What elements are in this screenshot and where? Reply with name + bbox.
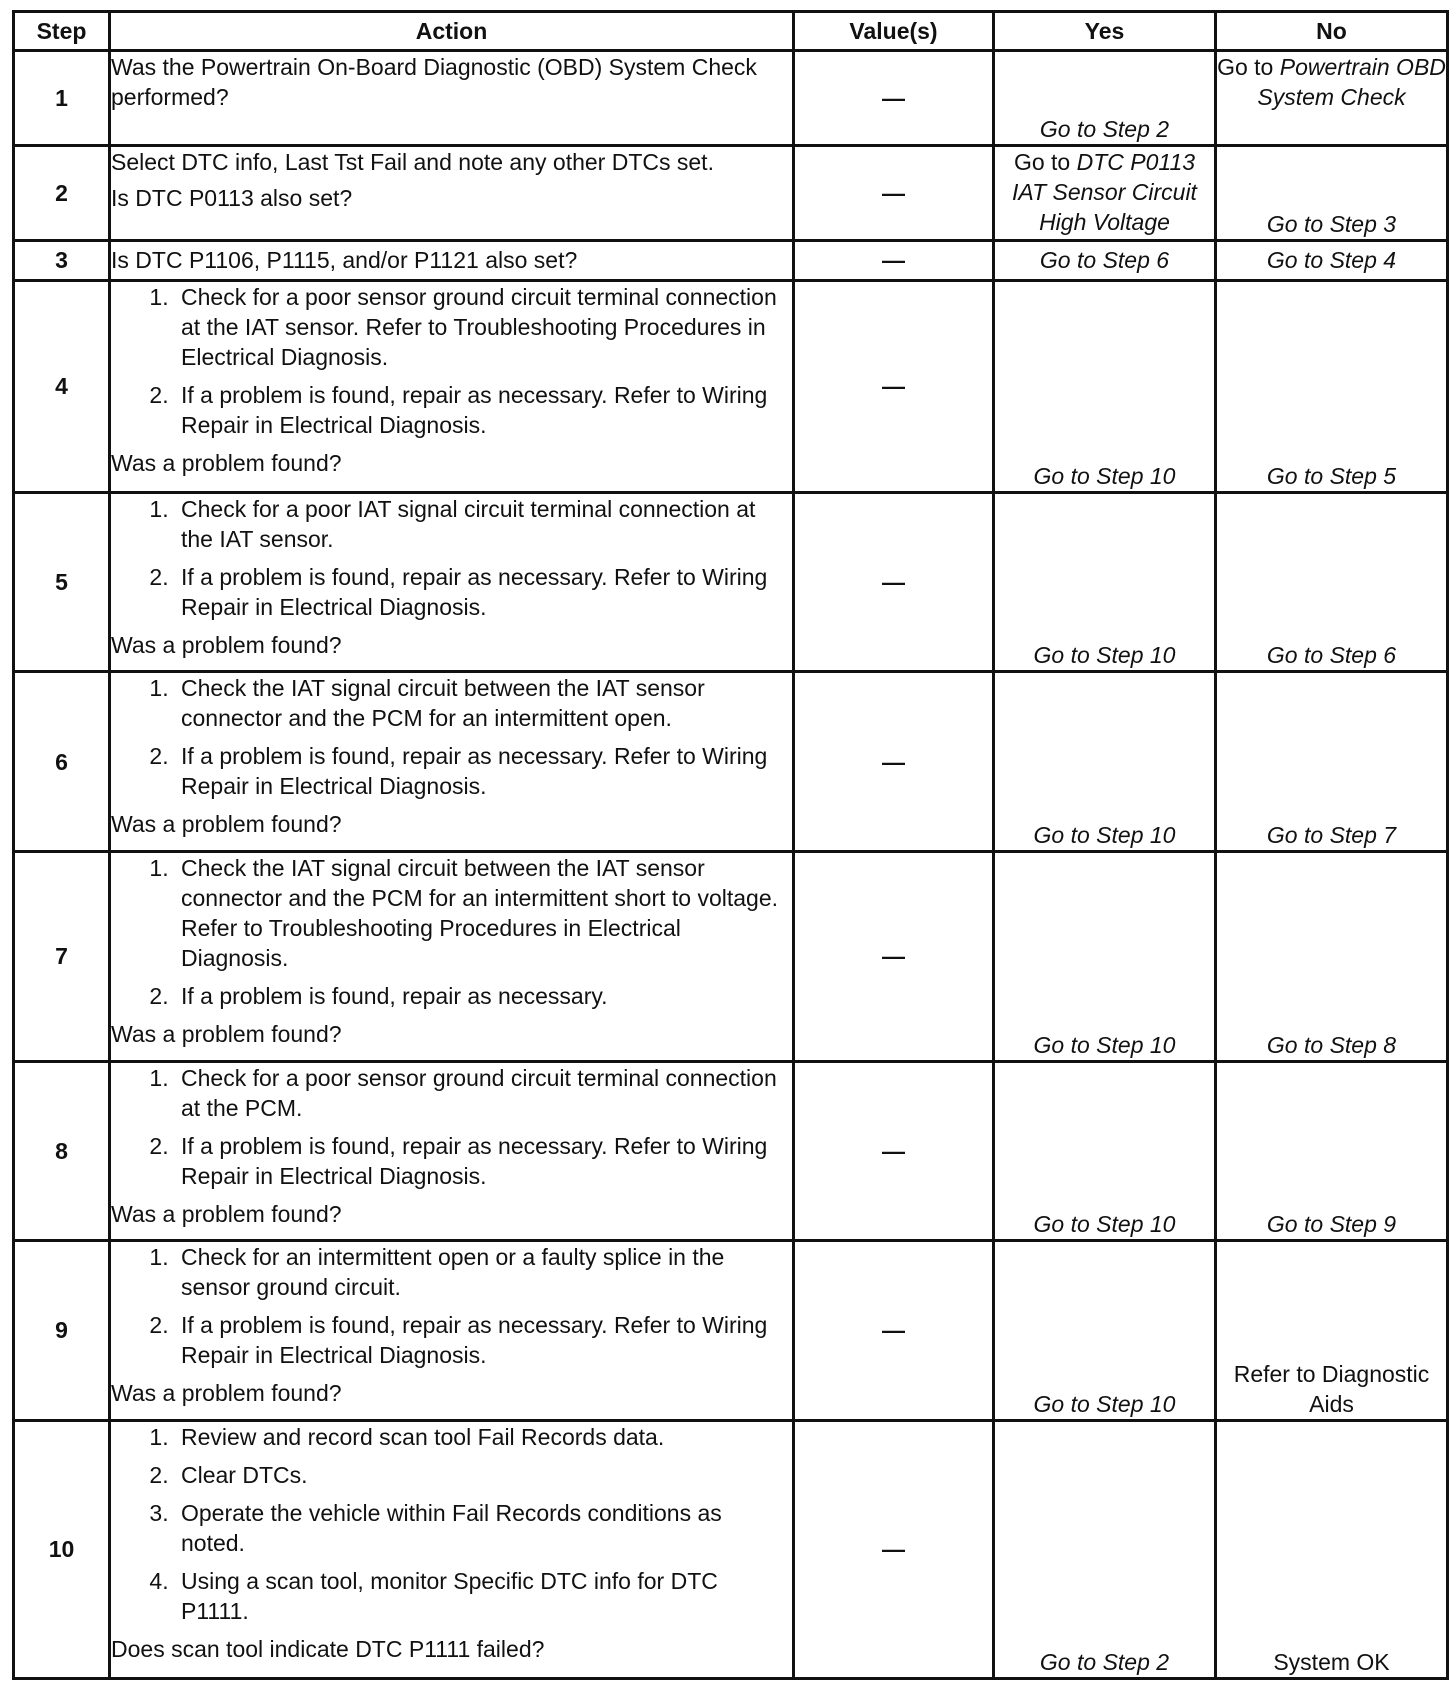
list-item: 1. Check for a poor sensor ground circuit terminal connection at the PCM. bbox=[175, 1063, 792, 1123]
list-item: 2. If a problem is found, repair as necessary. Refer to Wiring Repair in Electrical Diagnosis. bbox=[175, 1310, 792, 1370]
step-number: 2 bbox=[14, 145, 110, 240]
list-item: 1. Check the IAT signal circuit between the IAT sensor connector and the PCM for an intermittent short to voltage. Refer to Troubleshooting Procedures in Electrical Diagnosis. bbox=[175, 853, 792, 973]
yes-cell: Go to Step 6 bbox=[994, 240, 1216, 280]
step-number: 10 bbox=[14, 1420, 110, 1678]
list-item: 4. Using a scan tool, monitor Specific DTC info for DTC P1111. bbox=[175, 1566, 792, 1626]
list-item: 2. If a problem is found, repair as necessary. bbox=[175, 981, 792, 1011]
no-cell: Go to Step 8 bbox=[1216, 851, 1448, 1061]
value-cell: — bbox=[794, 1061, 994, 1241]
no-cell: Refer to Diagnostic Aids bbox=[1216, 1241, 1448, 1421]
list-item: 2. If a problem is found, repair as necessary. Refer to Wiring Repair in Electrical Diagnosis. bbox=[175, 1131, 792, 1191]
action-cell bbox=[110, 51, 794, 146]
value-cell: — bbox=[794, 851, 994, 1061]
step-number: 6 bbox=[14, 672, 110, 852]
value-cell: — bbox=[794, 51, 994, 146]
value-cell: — bbox=[794, 1241, 994, 1421]
action-list bbox=[111, 1063, 792, 1191]
diagnostic-table bbox=[12, 10, 1449, 1680]
value-cell: — bbox=[794, 145, 994, 240]
yes-link: DTC P0113 IAT Sensor Circuit High Voltage bbox=[1012, 148, 1197, 235]
step-number: 8 bbox=[14, 1061, 110, 1241]
action-text: Select DTC info, Last Tst Fail and note any other DTCs set. bbox=[111, 148, 714, 175]
yes-cell: Go to Step 10 bbox=[994, 1061, 1216, 1241]
table-row bbox=[14, 51, 1448, 146]
action-question: Was a problem found? bbox=[111, 811, 342, 838]
list-item: 1. Check for a poor IAT signal circuit terminal connection at the IAT sensor. bbox=[175, 494, 792, 554]
header-yes: Yes bbox=[994, 12, 1216, 51]
action-cell bbox=[110, 851, 794, 1061]
table-row bbox=[14, 240, 1448, 280]
header-no: No bbox=[1216, 12, 1448, 51]
list-item: 1. Check the IAT signal circuit between the IAT sensor connector and the PCM for an intermittent open. bbox=[175, 673, 792, 733]
action-list bbox=[111, 1422, 792, 1626]
action-cell bbox=[110, 1241, 794, 1421]
no-cell: Go to Step 4 bbox=[1216, 240, 1448, 280]
no-cell: Go to Step 6 bbox=[1216, 492, 1448, 672]
action-list bbox=[111, 494, 792, 622]
action-cell bbox=[110, 672, 794, 852]
list-item: 2. If a problem is found, repair as necessary. Refer to Wiring Repair in Electrical Diagnosis. bbox=[175, 741, 792, 801]
action-list bbox=[111, 853, 792, 1011]
no-cell: Go to Step 7 bbox=[1216, 672, 1448, 852]
yes-cell: Go to Step 2 bbox=[994, 1420, 1216, 1678]
step-number: 7 bbox=[14, 851, 110, 1061]
step-number: 1 bbox=[14, 51, 110, 146]
list-item: 2. If a problem is found, repair as necessary. Refer to Wiring Repair in Electrical Diagnosis. bbox=[175, 380, 792, 440]
table-row bbox=[14, 1061, 1448, 1241]
value-cell: — bbox=[794, 240, 994, 280]
header-values: Value(s) bbox=[794, 12, 994, 51]
value-cell: — bbox=[794, 492, 994, 672]
table-row bbox=[14, 1241, 1448, 1421]
list-item: 1. Check for a poor sensor ground circuit terminal connection at the IAT sensor. Refer to Troubleshooting Procedures in Electrical Diagnosis. bbox=[175, 282, 792, 372]
yes-cell bbox=[994, 145, 1216, 240]
table-row bbox=[14, 492, 1448, 672]
header-action: Action bbox=[110, 12, 794, 51]
step-number: 3 bbox=[14, 240, 110, 280]
list-item: 3. Operate the vehicle within Fail Records conditions as noted. bbox=[175, 1498, 792, 1558]
action-question: Was a problem found? bbox=[111, 631, 342, 658]
no-cell: Go to Step 5 bbox=[1216, 280, 1448, 492]
action-question: Was a problem found? bbox=[111, 1380, 342, 1407]
action-text: Is DTC P1106, P1115, and/or P1121 also set? bbox=[111, 247, 578, 274]
list-item: 2. If a problem is found, repair as necessary. Refer to Wiring Repair in Electrical Diagnosis. bbox=[175, 562, 792, 622]
value-cell: — bbox=[794, 280, 994, 492]
no-cell: System OK bbox=[1216, 1420, 1448, 1678]
value-cell: — bbox=[794, 672, 994, 852]
yes-prefix: Go to bbox=[1013, 148, 1071, 175]
action-cell bbox=[110, 1061, 794, 1241]
list-item: 1. Check for an intermittent open or a faulty splice in the sensor ground circuit. bbox=[175, 1242, 792, 1302]
action-cell bbox=[110, 492, 794, 672]
action-list bbox=[111, 1242, 792, 1370]
step-number: 5 bbox=[14, 492, 110, 672]
yes-cell: Go to Step 10 bbox=[994, 280, 1216, 492]
action-question: Is DTC P0113 also set? bbox=[111, 184, 353, 211]
no-cell: Go to Step 9 bbox=[1216, 1061, 1448, 1241]
no-prefix: Go to bbox=[1217, 54, 1274, 80]
list-item: 1. Review and record scan tool Fail Records data. bbox=[175, 1422, 792, 1452]
no-link: Powertrain OBD System Check bbox=[1257, 54, 1446, 110]
action-question: Does scan tool indicate DTC P1111 failed? bbox=[111, 1635, 545, 1662]
table-row bbox=[14, 851, 1448, 1061]
list-item: 2. Clear DTCs. bbox=[175, 1460, 792, 1490]
yes-cell: Go to Step 10 bbox=[994, 492, 1216, 672]
table-row bbox=[14, 145, 1448, 240]
table-row bbox=[14, 672, 1448, 852]
yes-cell: Go to Step 2 bbox=[994, 51, 1216, 146]
action-cell bbox=[110, 1420, 794, 1678]
table-row bbox=[14, 280, 1448, 492]
step-number: 4 bbox=[14, 280, 110, 492]
action-question: Was a problem found? bbox=[111, 1200, 342, 1227]
action-cell bbox=[110, 240, 794, 280]
table-row bbox=[14, 1420, 1448, 1678]
action-question: Was a problem found? bbox=[111, 1020, 342, 1047]
value-cell: — bbox=[794, 1420, 994, 1678]
header-step: Step bbox=[14, 12, 110, 51]
yes-cell: Go to Step 10 bbox=[994, 851, 1216, 1061]
header-row bbox=[14, 12, 1448, 51]
yes-cell: Go to Step 10 bbox=[994, 1241, 1216, 1421]
action-cell bbox=[110, 145, 794, 240]
action-list bbox=[111, 282, 792, 440]
no-cell bbox=[1216, 51, 1448, 146]
action-question: Was a problem found? bbox=[111, 449, 342, 476]
no-cell: Go to Step 3 bbox=[1216, 145, 1448, 240]
step-number: 9 bbox=[14, 1241, 110, 1421]
action-text: Was the Powertrain On-Board Diagnostic (OBD) System Check performed? bbox=[111, 54, 757, 110]
action-cell bbox=[110, 280, 794, 492]
action-list bbox=[111, 673, 792, 801]
yes-cell: Go to Step 10 bbox=[994, 672, 1216, 852]
